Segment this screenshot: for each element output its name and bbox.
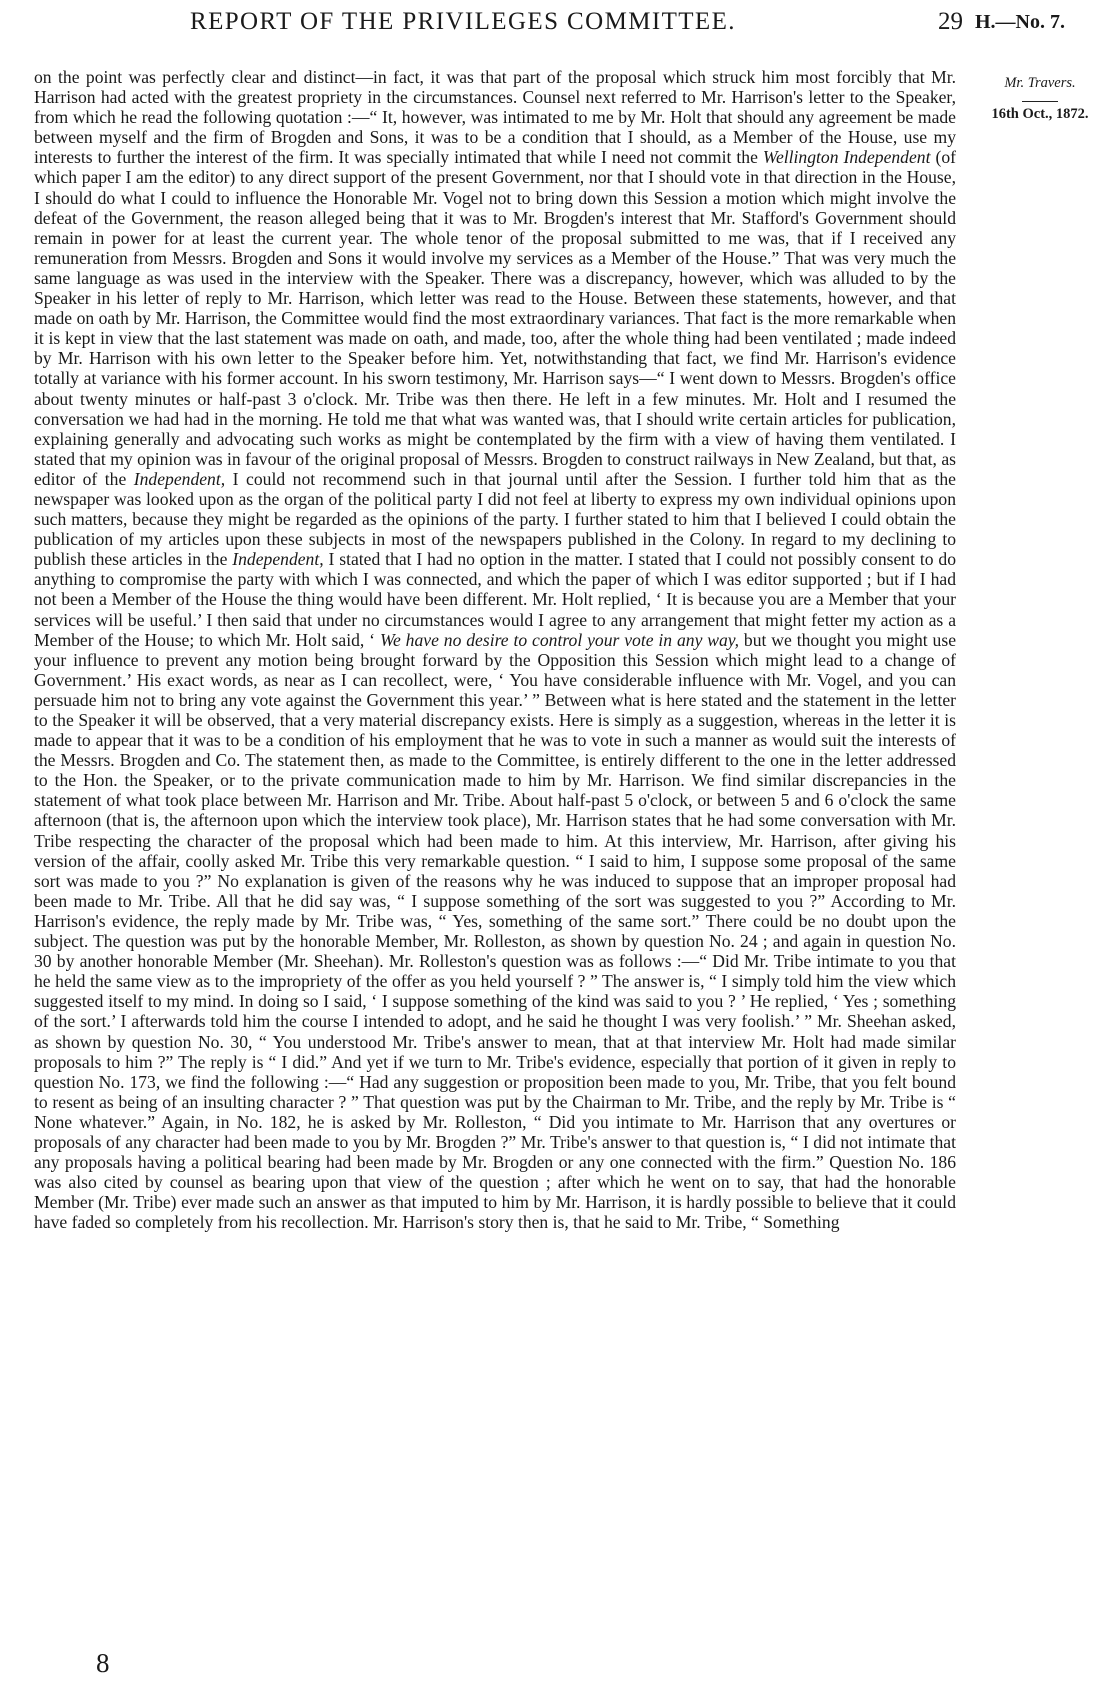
margin-note-speaker: Mr. Travers. bbox=[1004, 75, 1076, 91]
body-text-run: (of which paper I am the editor) to any direct support of the present Government, nor that I should vote in that direction in the House, I should do what I could to influence the Honorable Mr. Vogel not to bring down this Session a motion which might involve the defeat of the Government, the reason alleged being that it was to Mr. Brogden's interest that Mr. Stafford's Government should remain in power for at least the current year. The whole tenor of the proposal submitted to me was, that if I received any remuneration from Messrs. Brogden and Sons it would involve my services as a Member of the House.” That was very much the same language as was used in the interview with the Speaker. There was a discrepancy, however, which was alluded to by the Speaker in his letter of reply to Mr. Harrison, which letter was read to the House. Between these statements, however, and that made on oath by Mr. Harrison, the Committee would find the most extraordinary variances. That fact is the more remarkable when it is kept in view that the last statement was made on oath, and made, too, after the whole thing had been ventilated ; made indeed by Mr. Harrison with his own letter to the Speaker before him. Yet, notwithstanding that fact, we find Mr. Harrison's evidence totally at variance with his former account. In his sworn testimony, Mr. Harrison says—“ I went down to Messrs. Brogden's office about twenty minutes or half-past 3 o'clock. Mr. Tribe was then there. He left in a few minutes. Mr. Holt and I resumed the conversation we had had in the morning. He told me that what was wanted was, that I should write certain articles for publication, explaining generally and advocating such works as might be contemplated by the firm with a view of having them ventilated. I stated that my opinion was in favour of the original proposal of Messrs. Brogden to construct railways in New Zealand, but that, as editor of the bbox=[34, 147, 957, 489]
signature-mark: 8 bbox=[96, 1648, 110, 1678]
body-text-run: but we thought you might use your influence to prevent any motion being brought forward by the Opposition this Session which might lead to a change of Government.’ His exact words, as near as I can recollect, were, ‘ You have considerable influence with Mr. Vogel, and you can persuade him not to bring any vote against the Government this year.’ ” Between what is here stated and the statement in the letter to the Speaker it will be observed, that a very material discrepancy exists. Here is simply as a suggestion, whereas in the letter it is made to appear that it was to be a condition of his employment that he was to vote in such a manner as would suit the interests of the Messrs. Brogden and Co. The statement then, as made to the Committee, is entirely different to the one in the letter addressed to the Hon. the Speaker, or to the private communication made to him by Mr. Harrison. We find similar discrepancies in the statement of what took place between Mr. Harrison and Mr. Tribe. About half-past 5 o'clock, or between 5 and 6 o'clock the same afternoon (that is, the afternoon upon which the interview took place), Mr. Harrison states that he had some conversation with Mr. Tribe respecting the character of the proposal which had been made to him. At this interview, Mr. Harrison, after giving his version of the affair, coolly asked Mr. Tribe this very remarkable question. “ I said to him, I suppose some proposal of the same sort was made to you ?” No explanation is given of the reasons why he was induced to suppose that an improper proposal had been made to Mr. Tribe. All that he did say was, “ I suppose something of the sort was suggested to you ?” According to Mr. Harrison's evidence, the reply made by Mr. Tribe was, “ Yes, something of the same sort.” There could be no doubt upon the subject. The question was put by the honorable Member, Mr. Rolleston, as shown by question No. 24 ; and again in question No. 30 by another honorable Member (Mr. Sheehan). Mr. Rolleston's question was as follows :—“ Did Mr. Tribe intimate to you that he held the same view as to the impropriety of the offer as you held yourself ? ” The answer is, “ I simply told him the view which suggested itself to my mind. In doing so I said, ‘ I suppose something of the kind was said to you ? ’ He replied, ‘ Yes ; something of the sort.’ I afterwards told him the course I intended to adopt, and he said he thought I was very foolish.’ ” Mr. Sheehan asked, as shown by question No. 30, “ You understood Mr. Tribe's answer to mean, that at that interview Mr. Holt had made similar proposals to him ?” The reply is “ I did.” And yet if we turn to Mr. Tribe's evidence, especially that portion of it given in reply to question No. 173, we find the following :—“ Had any suggestion or proposition been made to you, Mr. Tribe, that you felt bound to resent as being of an insulting character ? ” That question was put by the Chairman to Mr. Tribe, and the reply by Mr. Tribe is “ None whatever.” Again, in No. 182, he is asked by Mr. Rolleston, “ Did you intimate to Mr. Harrison that any overtures or proposals of any character had been made to you by Mr. Brogden ?” Mr. Tribe's answer to that question is, “ I did not intimate that any proposals having a political bearing had been made by Mr. Brogden or any one connected with the firm.” Question No. 186 was also cited by counsel as bearing upon that view of the question ; after which he went on to say, that had the honorable Member (Mr. Tribe) ever made such an answer as that imputed to him by Mr. Harrison, it is hardly possible to believe that it could have faded so completely from his recollection. Mr. Harrison's story then is, that he said to Mr. Tribe, “ Something bbox=[34, 629, 957, 1233]
page-number: 29 bbox=[938, 8, 963, 35]
document-reference: H.—No. 7. bbox=[975, 11, 1065, 33]
body-text-run: on the point was perfectly clear and distinct—in fact, it was that part of the proposal which struck him most forcibly that Mr. Harrison had acted with the greatest propriety in the circumstances. Counsel next referred to Mr. Harrison's letter to the Speaker, from which he read the following quotation :—“ It, however, was intimated to me by Mr. Holt that should any agreement be made between myself and the firm of Brogden and Sons, it was to be a condition that I should, as a Member of the House, use my interests to further the interest of the firm. It was specially intimated that while I need not commit the bbox=[34, 67, 956, 168]
body-text-italic-quote: We have no desire to control your vote in any way, bbox=[379, 629, 740, 650]
body-text-run: I could not recommend such in that journal until after the Session. I further told him that as the newspaper was looked upon as the organ of the political party I did not feel at liberty to express my own individual opinions upon such matters, because they might be regarded as the opinions of the party. I further stated to him that I believed I could obtain the publication of my articles upon these subjects in most of the newspapers published in the Colony. In regard to my declining to publish these articles in the bbox=[34, 468, 956, 570]
body-text-italic-newspaper: Independent, bbox=[133, 468, 226, 489]
page-header bbox=[0, 6, 1114, 42]
margin-note bbox=[970, 74, 1110, 124]
body-text-run: I stated that I had no option in the matter. I stated that I could not possibly consent to do anything to compromise the party with which I was connected, and which the paper of which I was editor supported ; but if I had not been a Member of the House the thing would have been different. Mr. Holt replied, ‘ It is because you are a Member that your services will be useful.’ I then said that under no circumstances would I agree to any arrangement that might fetter my action as a Member of the House; to which Mr. Holt said, ‘ bbox=[34, 549, 957, 650]
body-text-italic-newspaper: Wellington Independent bbox=[762, 147, 931, 168]
body-column bbox=[34, 67, 956, 1232]
body-text-italic-newspaper: Independent, bbox=[232, 549, 324, 570]
margin-note-date: 16th Oct., 1872. bbox=[991, 106, 1089, 122]
running-title: REPORT OF THE PRIVILEGES COMMITTEE. bbox=[190, 8, 736, 35]
body-paragraph bbox=[34, 67, 956, 1232]
margin-note-rule bbox=[1022, 101, 1058, 102]
